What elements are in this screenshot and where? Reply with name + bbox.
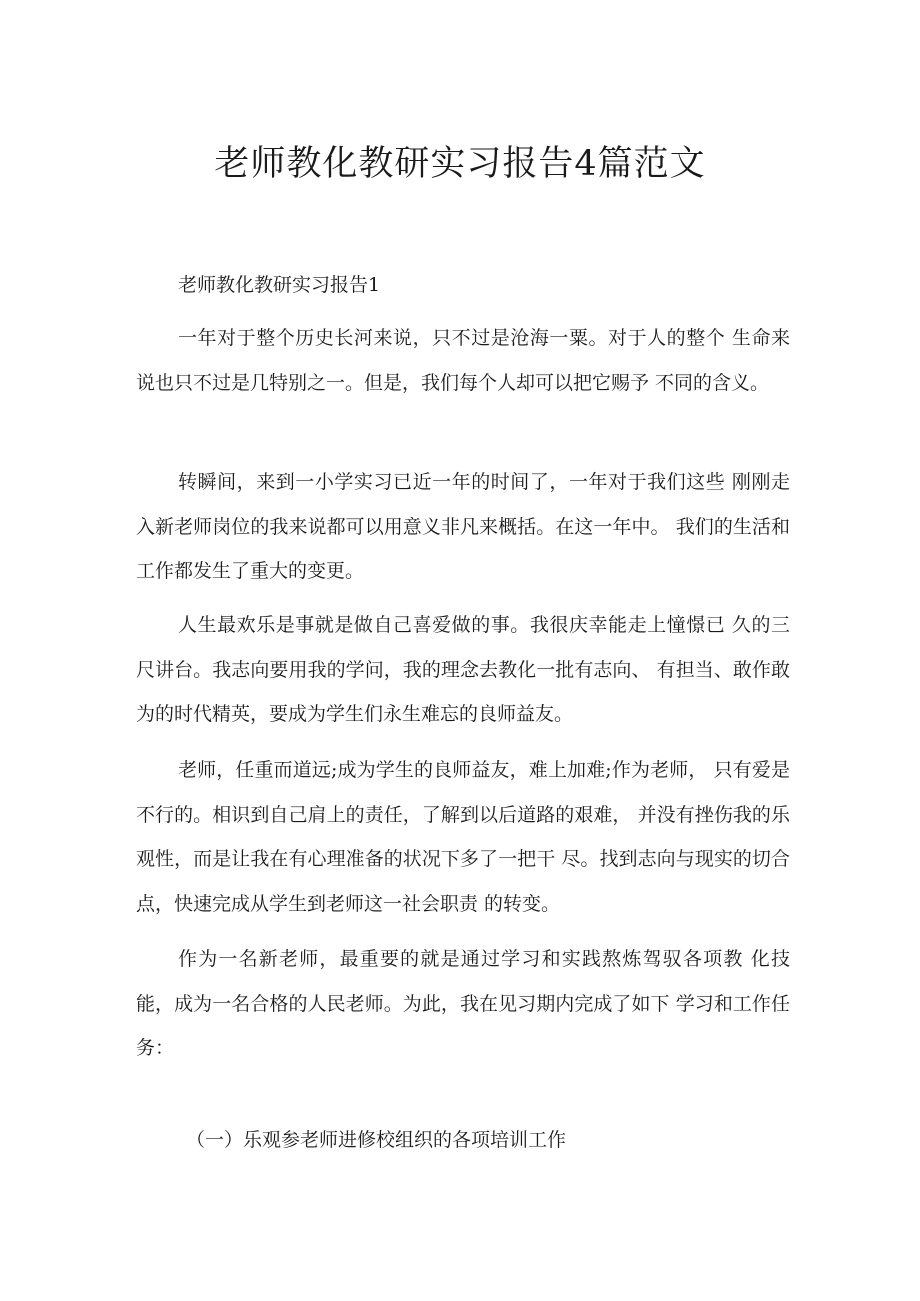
section-heading: 老师教化教研实习报告1 [178,274,381,296]
sub-heading: （一）乐观参老师进修校组织的各项培训工作 [186,1129,567,1151]
paragraph: 老师，任重而道远;成为学生的良师益友，难上加难;作为老师， 只有爱是不行的。相识到自己肩上的责任，了解到以后道路的艰难， 并没有挫伤我的乐观性，而是让我在有心理准备的状况下多了一把干 尽。找到志向与现实的切合点，快速完成从学生到老师这一社会职责 的转变。 [136,759,790,915]
paragraph: 人生最欢乐是事就是做自己喜爱做的事。我很庆幸能走上憧憬已 久的三尺讲台。我志向要用我的学问，我的理念去教化一批有志向、 有担当、敢作敢为的时代精英，要成为学生们永生难忘的良师益友。 [136,614,790,725]
paragraph: 作为一名新老师，最重要的就是通过学习和实践熬炼驾驭各项教 化技能，成为一名合格的人民老师。为此，我在见习期内完成了如下 学习和工作任务： [136,948,790,1059]
paragraph: 一年对于整个历史长河来说，只不过是沧海一粟。对于人的整个 生命来说也只不过是几特别之一。但是，我们每个人却可以把它赐予 不同的含义。 [136,327,790,394]
paragraph: 转瞬间，来到一小学实习已近一年的时间了，一年对于我们这些 刚刚走入新老师岗位的我来说都可以用意义非凡来概括。在这一年中。 我们的生活和工作都发生了重大的变更。 [136,471,790,582]
document-title: 老师教化教研实习报告4篇范文 [214,144,706,184]
